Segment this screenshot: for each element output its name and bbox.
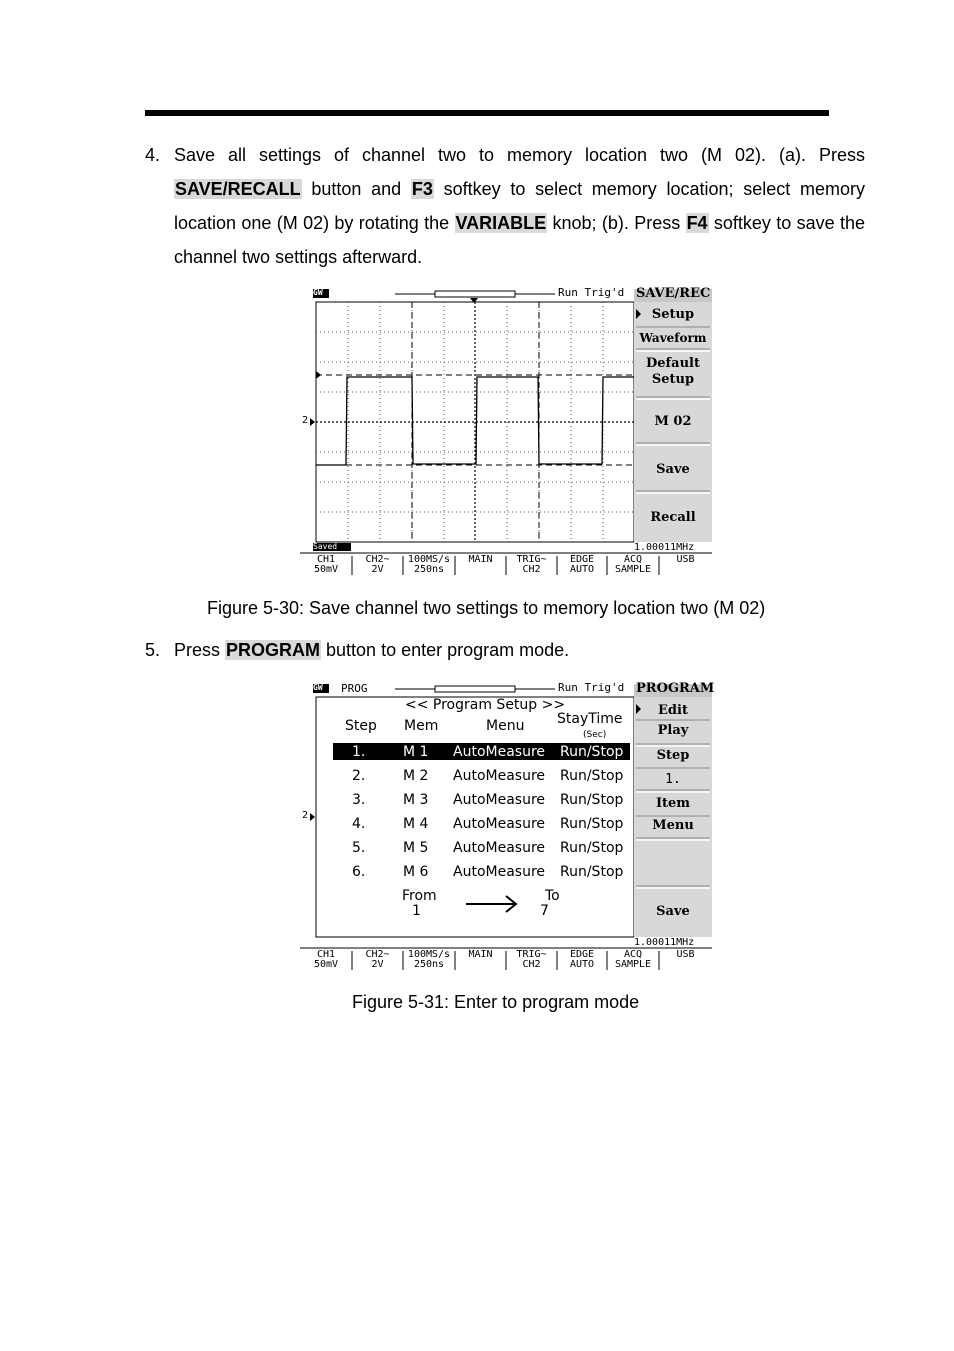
- program-row-menu: AutoMeasure: [453, 864, 546, 880]
- key-highlight: SAVE/RECALL: [175, 179, 301, 199]
- program-row-step: 3.: [352, 792, 366, 808]
- status-edge: [557, 938, 607, 970]
- status-ch2: [352, 543, 403, 575]
- text-run: Press: [174, 640, 226, 660]
- program-row-stay: Run/Stop: [560, 792, 624, 808]
- text-run: button to enter program mode.: [321, 640, 570, 660]
- softkey-default-setup[interactable]: [636, 356, 710, 388]
- column-staytime: StayTime: [557, 711, 623, 727]
- program-row-menu: AutoMeasure: [453, 768, 546, 784]
- softkey-waveform[interactable]: Waveform: [639, 331, 707, 345]
- status-main: [455, 938, 506, 970]
- sample-rate: 100MS/s: [407, 949, 451, 960]
- usb-label: USB: [676, 949, 695, 960]
- ch2-label: CH2~: [365, 949, 390, 960]
- text-run: softkey to save the channel two settings afterward.: [174, 213, 865, 267]
- acq-mode: SAMPLE: [614, 959, 652, 970]
- ch2-scale: 2V: [371, 959, 384, 970]
- key-highlight: VARIABLE: [455, 213, 547, 233]
- program-heading: << Program Setup >>: [405, 697, 566, 713]
- program-row-step: 2.: [352, 768, 366, 784]
- main-label: MAIN: [468, 949, 493, 960]
- program-row-mem: M 2: [403, 768, 429, 784]
- from-label: From: [402, 888, 437, 904]
- softkey-save[interactable]: Save: [656, 904, 690, 919]
- ch1-label: CH1: [316, 554, 336, 565]
- program-row-mem: M 6: [403, 864, 429, 880]
- status-trig: [506, 543, 557, 575]
- status-ch2: [352, 938, 403, 970]
- channel-marker: 2: [302, 810, 309, 821]
- text-run: knob; (b). Press: [547, 213, 686, 233]
- softkey-recall[interactable]: Recall: [650, 510, 696, 525]
- status-main: [455, 543, 506, 575]
- trig-label: TRIG~: [516, 554, 547, 565]
- step-number: 4.: [145, 145, 161, 165]
- step-5: [145, 633, 865, 667]
- acq-mode: SAMPLE: [614, 564, 652, 575]
- ch1-scale: 50mV: [313, 564, 339, 575]
- status-usb: [659, 938, 712, 970]
- scope-screenshot-program: [300, 680, 715, 972]
- softkey-item[interactable]: Item: [655, 796, 691, 811]
- scope-screenshot-save: [300, 285, 712, 577]
- status-rate: [403, 543, 455, 575]
- figure-caption-5-30: Figure 5-30: Save channel two settings to memory location two (M 02): [207, 598, 766, 618]
- softkey-default-line2: Setup: [651, 372, 695, 387]
- status-rate: [403, 938, 455, 970]
- frequency-readout: 1.00011MHz: [634, 937, 695, 948]
- column-sec: (Sec): [583, 730, 607, 740]
- edge-mode: AUTO: [569, 959, 595, 970]
- ch2-label: CH2~: [365, 554, 390, 565]
- trig-source: CH2: [522, 564, 541, 575]
- program-row-menu: AutoMeasure: [453, 792, 546, 808]
- softkey-memory[interactable]: M 02: [654, 414, 692, 429]
- status-ch1: [300, 938, 352, 970]
- softkey-setup[interactable]: Setup: [651, 307, 695, 322]
- trigger-status: Run Trig'd: [558, 286, 625, 299]
- menu-title: PROGRAM: [636, 681, 715, 696]
- program-row-stay: Run/Stop: [560, 816, 624, 832]
- gw-logo: GW: [313, 288, 323, 297]
- softkey-menu[interactable]: Menu: [652, 818, 694, 833]
- channel-marker: 2: [302, 415, 309, 426]
- key-highlight: PROGRAM: [226, 640, 321, 660]
- sample-rate: 100MS/s: [407, 554, 451, 565]
- program-row-stay: Run/Stop: [560, 768, 624, 784]
- program-row-step: 5.: [352, 840, 366, 856]
- ch1-scale: 50mV: [313, 959, 339, 970]
- key-highlight: F4: [686, 213, 708, 233]
- program-row-stay: Run/Stop: [560, 744, 624, 760]
- main-label: MAIN: [468, 554, 493, 565]
- column-menu: Menu: [486, 718, 525, 734]
- gw-logo: GW: [313, 683, 323, 692]
- program-row-menu: AutoMeasure: [453, 744, 546, 760]
- program-row-mem: M 3: [403, 792, 429, 808]
- edge-label: EDGE: [569, 554, 595, 565]
- edge-mode: AUTO: [569, 564, 595, 575]
- figure-caption-5-31: Figure 5-31: Enter to program mode: [352, 992, 640, 1012]
- text-run: softkey to select memory location; select memory location one (M 02) by rotating the: [174, 179, 865, 233]
- softkey-step-value: 1.: [665, 772, 681, 787]
- program-row-mem: M 4: [403, 816, 429, 832]
- column-mem: Mem: [404, 718, 439, 734]
- program-row-step: 4.: [352, 816, 366, 832]
- acq-label: ACQ: [623, 554, 643, 565]
- header-rule: [145, 110, 829, 116]
- status-edge: [557, 543, 607, 575]
- program-row-mem: M 5: [403, 840, 429, 856]
- step-number: 5.: [145, 640, 161, 660]
- softkey-save[interactable]: Save: [656, 462, 690, 477]
- program-row-stay: Run/Stop: [560, 864, 624, 880]
- mode-label: PROG: [341, 682, 368, 695]
- text-run: button and: [301, 179, 411, 199]
- acq-label: ACQ: [623, 949, 643, 960]
- program-row-menu: AutoMeasure: [453, 840, 546, 856]
- trig-source: CH2: [522, 959, 541, 970]
- text-run: Save all settings of channel two to memory location two (M 02). (a). Press: [174, 145, 865, 165]
- status-acq: [607, 543, 659, 575]
- menu-title: SAVE/REC: [636, 286, 711, 301]
- status-usb: [659, 543, 712, 575]
- scope-graphics: [300, 285, 712, 577]
- status-trig: [506, 938, 557, 970]
- step-text: [174, 633, 865, 667]
- softkey-step[interactable]: Step: [656, 748, 690, 763]
- timebase: 250ns: [413, 564, 445, 575]
- softkey-default-line1: Default: [646, 356, 700, 371]
- trig-label: TRIG~: [516, 949, 547, 960]
- ch2-scale: 2V: [371, 564, 384, 575]
- to-label: To: [545, 888, 560, 904]
- softkey-play[interactable]: Play: [657, 723, 689, 738]
- key-highlight: F3: [411, 179, 433, 199]
- from-value: 1: [412, 903, 421, 919]
- program-row-mem: M 1: [403, 744, 429, 760]
- program-row-step: 6.: [352, 864, 366, 880]
- trigger-status: Run Trig'd: [558, 681, 625, 694]
- timebase: 250ns: [413, 959, 445, 970]
- program-row-stay: Run/Stop: [560, 840, 624, 856]
- to-value: 7: [540, 903, 549, 919]
- frequency-readout: 1.00011MHz: [634, 542, 695, 553]
- usb-label: USB: [676, 554, 695, 565]
- ch1-label: CH1: [316, 949, 336, 960]
- status-acq: [607, 938, 659, 970]
- program-row-menu: AutoMeasure: [453, 816, 546, 832]
- softkey-edit[interactable]: Edit: [658, 703, 688, 718]
- program-row-step: 1.: [352, 744, 366, 760]
- edge-label: EDGE: [569, 949, 595, 960]
- column-step: Step: [345, 718, 377, 734]
- step-text: [174, 138, 865, 274]
- saved-label: Saved: [313, 542, 338, 551]
- status-ch1: [300, 543, 352, 575]
- step-4: [145, 138, 865, 274]
